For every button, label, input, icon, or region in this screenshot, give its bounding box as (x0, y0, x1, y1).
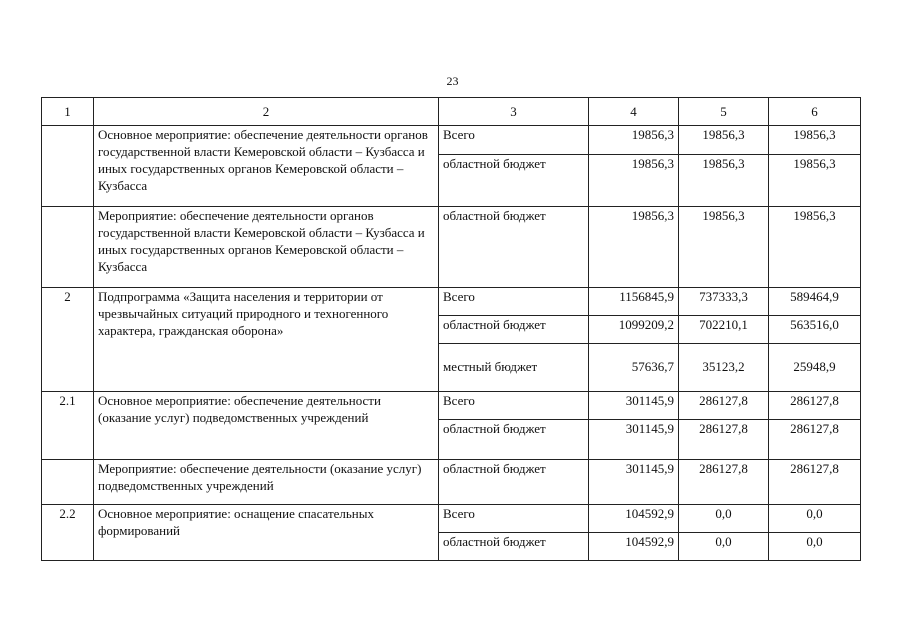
value-col5: 286127,8 (679, 460, 769, 505)
row-number (42, 126, 94, 207)
value-col4: 57636,7 (589, 344, 679, 392)
value-col6: 286127,8 (769, 420, 861, 460)
value-col4: 301145,9 (589, 392, 679, 420)
page-number: 23 (446, 74, 459, 88)
row-name: Мероприятие: обеспечение деятельности органов государственной власти Кемеровской области – Кузбасса и иных государственных органов Кемеровской области – Кузбасса (94, 207, 439, 288)
row-number (42, 460, 94, 505)
header-cell: 3 (439, 98, 589, 126)
header-cell: 6 (769, 98, 861, 126)
value-col4: 301145,9 (589, 460, 679, 505)
value-col4: 301145,9 (589, 420, 679, 460)
value-col5: 286127,8 (679, 420, 769, 460)
budget-table (41, 97, 861, 561)
funding-source: Всего (439, 288, 589, 316)
table-row (42, 392, 861, 420)
value-col6: 19856,3 (769, 155, 861, 207)
funding-source: областной бюджет (439, 155, 589, 207)
value-col6: 286127,8 (769, 460, 861, 505)
table-row (42, 207, 861, 288)
table-row (42, 288, 861, 316)
funding-source: областной бюджет (439, 316, 589, 344)
row-name: Основное мероприятие: оснащение спасательных формирований (94, 505, 439, 561)
row-number (42, 207, 94, 288)
header-cell: 4 (589, 98, 679, 126)
value-col5: 19856,3 (679, 207, 769, 288)
value-col4: 19856,3 (589, 207, 679, 288)
funding-source: областной бюджет (439, 460, 589, 505)
value-col6: 19856,3 (769, 126, 861, 155)
header-cell: 1 (42, 98, 94, 126)
value-col6: 0,0 (769, 505, 861, 533)
row-number: 2.2 (42, 505, 94, 561)
row-number: 2.1 (42, 392, 94, 460)
value-col6: 563516,0 (769, 316, 861, 344)
value-col4: 104592,9 (589, 533, 679, 561)
value-col6: 589464,9 (769, 288, 861, 316)
row-name: Основное мероприятие: обеспечение деятельности (оказание услуг) подведомственных учреждений (94, 392, 439, 460)
value-col6: 286127,8 (769, 392, 861, 420)
value-col5: 35123,2 (679, 344, 769, 392)
table-row (42, 505, 861, 533)
value-col4: 19856,3 (589, 155, 679, 207)
row-name: Подпрограмма «Защита населения и территории от чрезвычайных ситуаций природного и техногенного характера, гражданская оборона» (94, 288, 439, 392)
row-name: Основное мероприятие: обеспечение деятельности органов государственной власти Кемеровской области – Кузбасса и иных государственных органов Кемеровской области – Кузбасса (94, 126, 439, 207)
funding-source: Всего (439, 392, 589, 420)
funding-source: Всего (439, 505, 589, 533)
value-col5: 19856,3 (679, 155, 769, 207)
table-header-row (42, 98, 861, 126)
row-number: 2 (42, 288, 94, 392)
value-col6: 25948,9 (769, 344, 861, 392)
funding-source: Всего (439, 126, 589, 155)
value-col4: 19856,3 (589, 126, 679, 155)
header-cell: 2 (94, 98, 439, 126)
funding-source: местный бюджет (439, 344, 589, 392)
funding-source: областной бюджет (439, 207, 589, 288)
value-col5: 286127,8 (679, 392, 769, 420)
value-col4: 1156845,9 (589, 288, 679, 316)
funding-source: областной бюджет (439, 420, 589, 460)
value-col5: 0,0 (679, 505, 769, 533)
funding-source: областной бюджет (439, 533, 589, 561)
value-col5: 702210,1 (679, 316, 769, 344)
header-cell: 5 (679, 98, 769, 126)
row-name: Мероприятие: обеспечение деятельности (оказание услуг) подведомственных учреждений (94, 460, 439, 505)
value-col6: 0,0 (769, 533, 861, 561)
table-row (42, 126, 861, 155)
table-row (42, 460, 861, 505)
value-col5: 0,0 (679, 533, 769, 561)
value-col4: 104592,9 (589, 505, 679, 533)
value-col5: 737333,3 (679, 288, 769, 316)
value-col5: 19856,3 (679, 126, 769, 155)
value-col6: 19856,3 (769, 207, 861, 288)
value-col4: 1099209,2 (589, 316, 679, 344)
